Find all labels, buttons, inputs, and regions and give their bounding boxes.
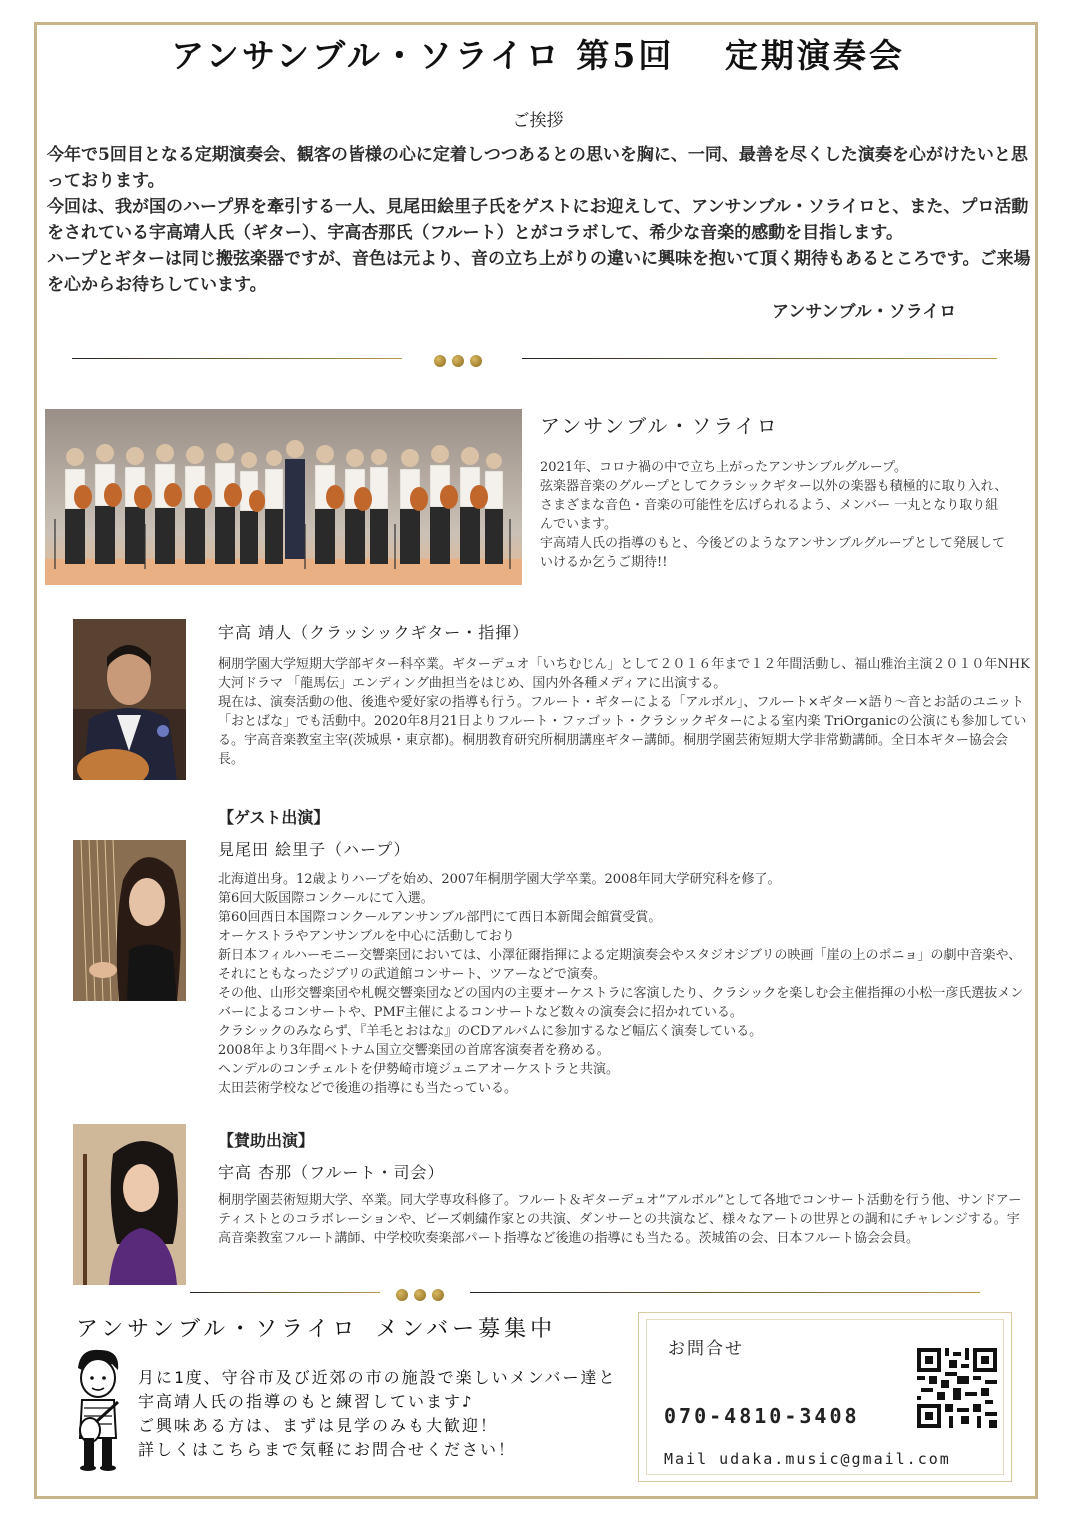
ensemble-paragraph: 宇高靖人氏の指導のもと、今後どのようなアンサンブルグループとして発展していけるか乞うご期待!! — [540, 536, 1006, 570]
performer-name: 見尾田 絵里子（ハープ） — [218, 840, 411, 859]
contact-title: お問合せ — [668, 1339, 744, 1359]
ensemble-name: アンサンブル・ソライロ — [540, 414, 779, 438]
bio-paragraph: 現在は、演奏活動の他、後進や愛好家の指導も行う。フルート・ギターによる「アルボル」、フルート×ギター×語り～音とお話のユニット「おとばな」でも活動中。2020年8月21日よりフルート・ファゴット・クラシックギターによる室内楽 TriOrganicの公演にも参加している。宇高音楽教室主宰(茨城県・東京都)。桐朋教育研究所桐朋講座ギター講師。桐朋学園芸術短期大学非常勤講師。全日本ギター協会会長。 — [218, 695, 1027, 767]
portrait-harpist — [73, 840, 186, 1001]
bio-paragraph: ヘンデルのコンチェルトを伊勢崎市境ジュニアオーケストラと共演。 — [218, 1062, 620, 1077]
bio-paragraph: その他、山形交響楽団や札幌交響楽団などの国内の主要オーケストラに客演したり、クラシックを楽しむ会主催指揮の小松一彦氏選抜メンバーによるコンサートや、PMF主催によるコンサートなど数々の演奏会に招かれている。 — [218, 986, 1024, 1020]
recruit-paragraph: ご興味ある方は、まずは見学のみも大歓迎！ — [138, 1416, 499, 1435]
page-title: アンサンブル・ソライロ 第5回 定期演奏会 — [171, 36, 905, 75]
ensemble-group-photo — [45, 409, 522, 585]
greeting-body — [47, 142, 1032, 298]
guest-label: 【ゲスト出演】 — [218, 808, 330, 827]
bio-paragraph: 桐朋学園大学短期大学部ギター科卒業。ギターデュオ「いちむじん」として２０１６年まで１２年間活動し、福山雅治主演２０１０年NHK大河ドラマ 「龍馬伝」エンディング曲担当をはじめ、国内外各種メディアに出演する。 — [218, 657, 1030, 691]
performer-name: 宇高 靖人（クラッシックギター・指揮） — [218, 623, 530, 642]
bio-paragraph: 北海道出身。12歳よりハープを始め、2007年桐朋学園大学卒業。2008年同大学研究科を修了。 — [218, 872, 781, 887]
portrait-guitarist — [73, 619, 186, 780]
greeting-title: ご挨拶 — [512, 111, 564, 131]
ensemble-paragraph: 2021年、コロナ禍の中で立ち上がったアンサンブルグループ。 — [540, 460, 908, 475]
performer-bio — [218, 655, 1030, 769]
guitar-boy-illustration — [66, 1346, 130, 1472]
bio-paragraph: 新日本フィルハーモニー交響楽団においては、小澤征爾指揮による定期演奏会やスタジオジブリの映画「崖の上のポニョ」の劇中音楽や、それにともなったジブリの武道館コンサート、ツアーなどで演奏。 — [218, 948, 1022, 982]
performer-name: 宇高 杏那（フルート・司会） — [218, 1163, 445, 1182]
section-divider — [72, 358, 997, 360]
recruit-paragraph: 詳しくはこちらまで気軽にお問合せください！ — [138, 1440, 517, 1459]
portrait-flutist — [73, 1124, 186, 1285]
greeting-paragraph: ハープとギターは同じ搬弦楽器ですが、音色は元より、音の立ち上がりの違いに興味を抱いて頂く期待もあるところです。ご来場を心からお待ちしています。 — [47, 249, 1031, 295]
section-divider — [190, 1292, 980, 1294]
bio-paragraph: 2008年より3年間ベトナム国立交響楽団の首席客演奏者を務める。 — [218, 1043, 610, 1058]
recruit-body — [138, 1366, 628, 1462]
bio-paragraph: 太田芸術学校などで後進の指導にも当たっている。 — [218, 1081, 518, 1096]
recruit-paragraph: 月に1度、守谷市及び近郊の市の施設で楽しいメンバー達と宇高靖人氏の指導のもと練習しています♪ — [138, 1368, 617, 1411]
greeting-paragraph: 今回は、我が国のハープ界を牽引する一人、見尾田絵里子氏をゲストにお迎えして、アンサンブル・ソライロと、また、プロ活動をされている宇高靖人氏（ギター）、宇高杏那氏（フルート）とがコラボして、希少な音楽的感動を目指します。 — [47, 197, 1029, 243]
performer-bio — [218, 870, 1030, 1098]
performer-bio — [218, 1191, 1030, 1248]
greeting-paragraph: 今年で5回目となる定期演奏会、観客の皆様の心に定着しつつあるとの思いを胸に、一同、最善を尽くした演奏を心がけたいと思っております。 — [47, 145, 1028, 191]
ensemble-paragraph: 弦楽器音楽のグループとしてクラシックギター以外の楽器も積極的に取り入れ、さまざまな音色・音楽の可能性を広げられるよう、メンバー 一丸となり取り組んでいます。 — [540, 479, 1008, 532]
bio-paragraph: 第60回西日本国際コンクールアンサンブル部門にて西日本新聞会館賞受賞。 — [218, 910, 662, 925]
bio-paragraph: 桐朋学園芸術短期大学、卒業。同大学専攻科修了。フルート＆ギターデュオ”アルボル”として各地でコンサート活動を行う他、サンドアーティストとのコラボレーションや、ビーズ刺繍作家との共演、ダンサーとの共演など、様々なアートの世界との調和にチャレンジする。宇高音楽教室フルート講師、中学校吹奏楽部パート指導など後進の指導にも当たる。茨城笛の会、日本フルート協会会員。 — [218, 1193, 1022, 1246]
greeting-signature: アンサンブル・ソライロ — [772, 302, 957, 322]
support-label: 【賛助出演】 — [218, 1131, 315, 1150]
qr-code-icon[interactable] — [917, 1348, 997, 1428]
bio-paragraph: クラシックのみならず、『羊毛とおはな』のCDアルバムに参加するなど幅広く演奏している。 — [218, 1024, 763, 1039]
ensemble-description — [540, 458, 1010, 572]
bio-paragraph: 第6回大阪国際コンクールにて入選。 — [218, 891, 434, 906]
bio-paragraph: オーケストラやアンサンブルを中心に活動しており — [218, 929, 515, 944]
contact-email[interactable]: Mail udaka.music@gmail.com — [664, 1450, 951, 1468]
recruit-title: アンサンブル・ソライロ メンバー募集中 — [76, 1317, 557, 1342]
contact-phone[interactable]: 070-4810-3408 — [664, 1404, 860, 1428]
